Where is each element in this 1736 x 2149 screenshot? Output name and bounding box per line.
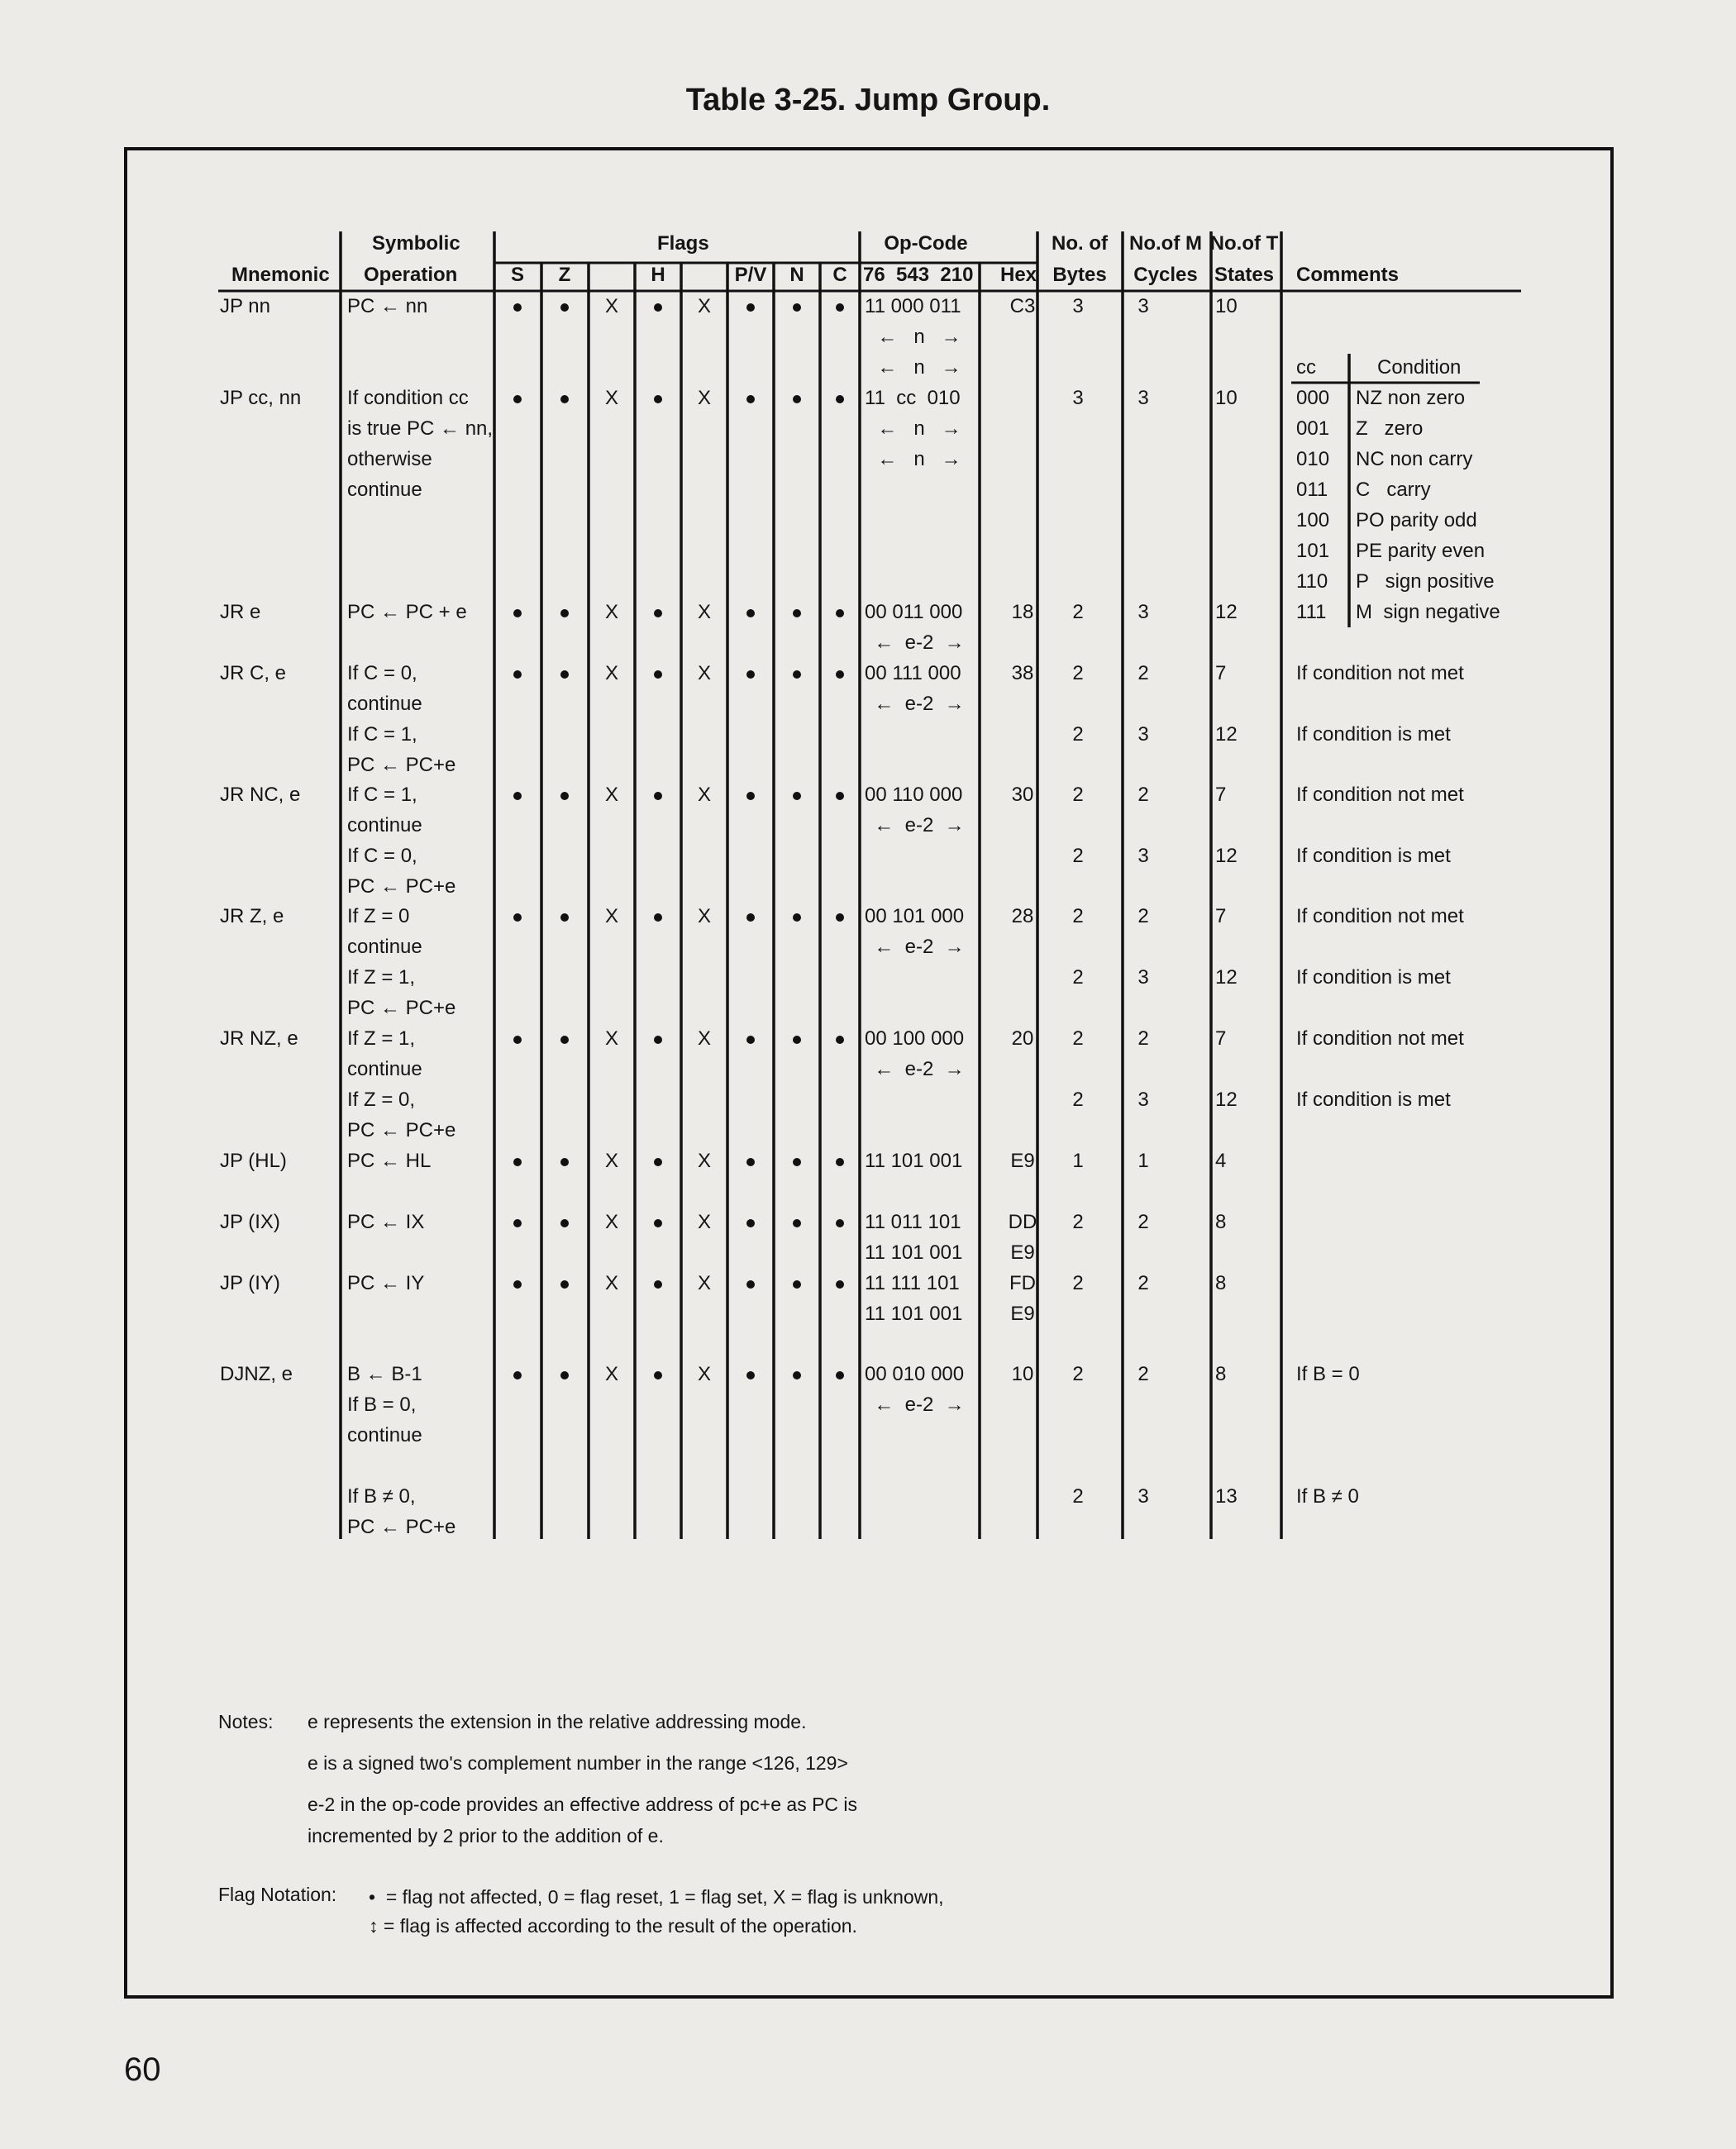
header-no-of-t: No.of T xyxy=(1209,232,1279,255)
comment-cell: If B ≠ 0 xyxy=(1296,1485,1359,1508)
flag-cell: X xyxy=(604,784,619,806)
m-cycles-cell: 2 xyxy=(1137,784,1149,806)
bytes-cell: 1 xyxy=(1072,1150,1084,1172)
opcode-cell: 00 100 000 xyxy=(865,1027,965,1050)
bytes-cell: 3 xyxy=(1072,387,1084,409)
flag-not-affected-dot xyxy=(654,1036,662,1044)
hex-cell: C3 xyxy=(1009,295,1036,317)
flag-cell: X xyxy=(697,662,712,684)
bytes-cell: 3 xyxy=(1072,295,1084,317)
cc-condition-cell: M sign negative xyxy=(1356,601,1500,623)
flag-not-affected-dot xyxy=(836,1219,844,1227)
flag-not-affected-dot xyxy=(513,1219,522,1227)
opcode-cell: 00 110 000 xyxy=(865,784,963,806)
header-bytes: Bytes xyxy=(1052,264,1107,286)
hex-cell: 10 xyxy=(1011,1363,1034,1385)
operation-cell: PC ← PC+e xyxy=(347,1516,456,1538)
comment-cell: If condition not met xyxy=(1296,662,1464,684)
cc-code-cell: 010 xyxy=(1296,448,1330,470)
hex-cell: DD xyxy=(1008,1211,1037,1233)
t-states-cell: 7 xyxy=(1215,662,1227,684)
operation-cell: If Z = 0, xyxy=(347,1089,416,1111)
flag-not-affected-dot xyxy=(654,1280,662,1289)
flag-not-affected-dot xyxy=(836,792,844,800)
t-states-cell: 10 xyxy=(1215,387,1238,409)
flag-not-affected-dot xyxy=(793,1280,801,1289)
flag-cell: X xyxy=(604,1363,619,1385)
flag-not-affected-dot xyxy=(513,303,522,312)
flag-cell: X xyxy=(697,784,712,806)
flag-cell: X xyxy=(697,1211,712,1233)
header-flag-n: N xyxy=(789,264,804,286)
flag-not-affected-dot xyxy=(654,303,662,312)
comment-cell: If B = 0 xyxy=(1296,1363,1360,1385)
operation-cell: continue xyxy=(347,1058,422,1080)
flag-not-affected-dot xyxy=(793,303,801,312)
operation-cell: continue xyxy=(347,936,422,958)
mnemonic-cell: JR NZ, e xyxy=(220,1027,298,1050)
flag-cell: X xyxy=(697,1363,712,1385)
flag-cell: X xyxy=(697,601,712,623)
header-no-of-m: No.of M xyxy=(1129,232,1202,255)
opcode-cell: 11 cc 010 xyxy=(865,387,961,409)
flag-notation-line: • = flag not affected, 0 = flag reset, 1 = flag set, X = flag is unknown, xyxy=(369,1886,944,1908)
flag-not-affected-dot xyxy=(746,1371,755,1379)
header-comments: Comments xyxy=(1296,264,1400,286)
hex-cell: E9 xyxy=(1010,1241,1035,1264)
flag-not-affected-dot xyxy=(793,670,801,679)
flag-not-affected-dot xyxy=(836,1036,844,1044)
bytes-cell: 2 xyxy=(1072,1485,1084,1508)
page-title: Table 3-25. Jump Group. xyxy=(685,83,1051,117)
t-states-cell: 12 xyxy=(1215,1089,1238,1111)
operation-cell: PC ← PC + e xyxy=(347,601,467,623)
mnemonic-cell: JP nn xyxy=(220,295,270,317)
flag-cell: X xyxy=(604,1150,619,1172)
operation-cell: PC ← nn xyxy=(347,295,428,317)
flag-not-affected-dot xyxy=(654,1371,662,1379)
flag-not-affected-dot xyxy=(746,792,755,800)
t-states-cell: 12 xyxy=(1215,966,1238,989)
m-cycles-cell: 3 xyxy=(1137,966,1149,989)
opcode-cell: 00 011 000 xyxy=(865,601,963,623)
flag-not-affected-dot xyxy=(836,1280,844,1289)
t-states-cell: 7 xyxy=(1215,905,1227,927)
flag-not-affected-dot xyxy=(560,609,569,617)
header-states: States xyxy=(1214,264,1275,286)
flag-not-affected-dot xyxy=(560,1280,569,1289)
m-cycles-cell: 2 xyxy=(1137,905,1149,927)
hex-cell: E9 xyxy=(1010,1150,1035,1172)
flag-cell: X xyxy=(604,1211,619,1233)
flag-not-affected-dot xyxy=(793,1219,801,1227)
cc-code-cell: 011 xyxy=(1296,479,1328,501)
cc-code-cell: 101 xyxy=(1296,540,1330,562)
flag-notation-line: ↕ = flag is affected according to the result of the operation. xyxy=(369,1915,857,1937)
flag-not-affected-dot xyxy=(654,1158,662,1166)
flag-not-affected-dot xyxy=(513,395,522,403)
cc-condition-cell: NC non carry xyxy=(1356,448,1473,470)
operation-cell: If B ≠ 0, xyxy=(347,1485,416,1508)
flag-not-affected-dot xyxy=(746,913,755,922)
hex-cell: E9 xyxy=(1010,1303,1035,1325)
flag-not-affected-dot xyxy=(836,670,844,679)
flag-not-affected-dot xyxy=(513,1036,522,1044)
condition-header: Condition xyxy=(1377,356,1462,379)
comment-cell: If condition not met xyxy=(1296,784,1464,806)
operation-cell: continue xyxy=(347,479,422,501)
flag-not-affected-dot xyxy=(654,670,662,679)
opcode-cell: ← e-2 → xyxy=(874,1058,965,1080)
operation-cell: If Z = 1, xyxy=(347,1027,416,1050)
flag-not-affected-dot xyxy=(513,1280,522,1289)
flag-not-affected-dot xyxy=(654,395,662,403)
flag-cell: X xyxy=(697,295,712,317)
flag-not-affected-dot xyxy=(836,303,844,312)
operation-cell: continue xyxy=(347,1424,422,1446)
mnemonic-cell: JR e xyxy=(220,601,261,623)
bytes-cell: 2 xyxy=(1072,662,1084,684)
m-cycles-cell: 3 xyxy=(1137,845,1149,867)
page-number: 60 xyxy=(124,2051,161,2088)
flag-not-affected-dot xyxy=(654,913,662,922)
flag-cell: X xyxy=(604,905,619,927)
flag-notation-label: Flag Notation: xyxy=(218,1884,337,1905)
t-states-cell: 4 xyxy=(1215,1150,1227,1172)
header-flag-pv: P/V xyxy=(734,264,767,286)
flag-not-affected-dot xyxy=(836,395,844,403)
notes-label: Notes: xyxy=(218,1711,274,1732)
t-states-cell: 8 xyxy=(1215,1211,1227,1233)
cc-condition-cell: PO parity odd xyxy=(1356,509,1477,531)
note-line: e-2 in the op-code provides an effective address of pc+e as PC is xyxy=(308,1794,858,1815)
flag-not-affected-dot xyxy=(513,1371,522,1379)
flag-cell: X xyxy=(697,387,712,409)
operation-cell: PC ← HL xyxy=(347,1150,432,1172)
cc-code-cell: 100 xyxy=(1296,509,1330,531)
opcode-cell: ← e-2 → xyxy=(874,814,965,836)
cc-condition-cell: Z zero xyxy=(1356,417,1424,440)
flag-not-affected-dot xyxy=(560,670,569,679)
flag-cell: X xyxy=(697,1272,712,1294)
t-states-cell: 8 xyxy=(1215,1272,1227,1294)
header-operation: Operation xyxy=(364,264,458,286)
flag-cell: X xyxy=(604,601,619,623)
note-line: e represents the extension in the relative addressing mode. xyxy=(308,1711,807,1732)
operation-cell: continue xyxy=(347,693,422,715)
flag-cell: X xyxy=(604,387,619,409)
comment-cell: If condition is met xyxy=(1296,1089,1451,1111)
mnemonic-cell: JR Z, e xyxy=(220,905,284,927)
comment-cell: If condition is met xyxy=(1296,723,1451,746)
opcode-cell: 00 101 000 xyxy=(865,905,965,927)
flag-not-affected-dot xyxy=(793,1036,801,1044)
mnemonic-cell: DJNZ, e xyxy=(220,1363,293,1385)
flag-not-affected-dot xyxy=(793,1158,801,1166)
opcode-cell: 00 010 000 xyxy=(865,1363,965,1385)
m-cycles-cell: 2 xyxy=(1137,1272,1149,1294)
t-states-cell: 8 xyxy=(1215,1363,1227,1385)
operation-cell: If B = 0, xyxy=(347,1394,417,1416)
flag-cell: X xyxy=(604,295,619,317)
operation-cell: PC ← PC+e xyxy=(347,997,456,1019)
opcode-cell: ← n → xyxy=(877,448,961,470)
flag-not-affected-dot xyxy=(560,1158,569,1166)
comment-cell: If condition is met xyxy=(1296,966,1451,989)
flag-not-affected-dot xyxy=(654,792,662,800)
cc-code-cell: 110 xyxy=(1296,570,1328,593)
opcode-cell: 11 101 001 xyxy=(865,1241,963,1264)
mnemonic-cell: JP (HL) xyxy=(220,1150,287,1172)
flag-not-affected-dot xyxy=(836,609,844,617)
comment-cell: If condition not met xyxy=(1296,905,1464,927)
bytes-cell: 2 xyxy=(1072,1272,1084,1294)
flag-not-affected-dot xyxy=(513,1158,522,1166)
opcode-cell: 11 101 001 xyxy=(865,1303,963,1325)
opcode-cell: ← e-2 → xyxy=(874,693,965,715)
flag-not-affected-dot xyxy=(560,303,569,312)
t-states-cell: 13 xyxy=(1215,1485,1238,1508)
hex-cell: 20 xyxy=(1011,1027,1034,1050)
header-opcode: Op-Code xyxy=(884,232,968,255)
flag-not-affected-dot xyxy=(746,1158,755,1166)
header-bits: 76 543 210 xyxy=(863,264,974,286)
header-flag-s: S xyxy=(510,264,525,286)
header-symbolic: Symbolic xyxy=(372,232,460,255)
flag-not-affected-dot xyxy=(513,792,522,800)
opcode-cell: ← e-2 → xyxy=(874,936,965,958)
hex-cell: 18 xyxy=(1011,601,1034,623)
m-cycles-cell: 2 xyxy=(1137,1211,1149,1233)
flag-not-affected-dot xyxy=(746,670,755,679)
opcode-cell: ← e-2 → xyxy=(874,1394,965,1416)
flag-not-affected-dot xyxy=(560,1036,569,1044)
t-states-cell: 7 xyxy=(1215,1027,1227,1050)
bytes-cell: 2 xyxy=(1072,1211,1084,1233)
operation-cell: If condition cc xyxy=(347,387,469,409)
bytes-cell: 2 xyxy=(1072,845,1084,867)
flag-not-affected-dot xyxy=(746,395,755,403)
flag-not-affected-dot xyxy=(513,609,522,617)
t-states-cell: 10 xyxy=(1215,295,1238,317)
flag-not-affected-dot xyxy=(836,913,844,922)
operation-cell: B ← B-1 xyxy=(347,1363,422,1385)
m-cycles-cell: 3 xyxy=(1137,723,1149,746)
operation-cell: If C = 1, xyxy=(347,784,417,806)
flag-cell: X xyxy=(697,905,712,927)
opcode-cell: ← n → xyxy=(877,326,961,348)
operation-cell: continue xyxy=(347,814,422,836)
comment-cell: If condition is met xyxy=(1296,845,1451,867)
header-mnemonic: Mnemonic xyxy=(231,264,330,286)
flag-cell: X xyxy=(604,662,619,684)
operation-cell: If Z = 1, xyxy=(347,966,416,989)
header-flags: Flags xyxy=(657,232,709,255)
cc-code-cell: 000 xyxy=(1296,387,1330,409)
operation-cell: PC ← PC+e xyxy=(347,1119,456,1141)
operation-cell: PC ← PC+e xyxy=(347,754,456,776)
bytes-cell: 2 xyxy=(1072,966,1084,989)
note-line: e is a signed two's complement number in the range <126, 129> xyxy=(308,1752,848,1774)
flag-not-affected-dot xyxy=(793,395,801,403)
flag-not-affected-dot xyxy=(746,1219,755,1227)
flag-not-affected-dot xyxy=(560,395,569,403)
m-cycles-cell: 2 xyxy=(1137,1363,1149,1385)
bytes-cell: 2 xyxy=(1072,1363,1084,1385)
operation-cell: If Z = 0 xyxy=(347,905,410,927)
flag-not-affected-dot xyxy=(513,913,522,922)
header-cycles: Cycles xyxy=(1133,264,1198,286)
header-flag-c: C xyxy=(832,264,847,286)
flag-not-affected-dot xyxy=(560,913,569,922)
header-hex: Hex xyxy=(999,264,1037,286)
mnemonic-cell: JR C, e xyxy=(220,662,287,684)
header-flag-h: H xyxy=(651,264,665,286)
bytes-cell: 2 xyxy=(1072,905,1084,927)
mnemonic-cell: JP (IX) xyxy=(220,1211,280,1233)
flag-cell: X xyxy=(697,1027,712,1050)
flag-not-affected-dot xyxy=(560,1371,569,1379)
flag-not-affected-dot xyxy=(836,1371,844,1379)
comment-cell: If condition not met xyxy=(1296,1027,1464,1050)
flag-cell: X xyxy=(604,1027,619,1050)
hex-cell: FD xyxy=(1009,1272,1036,1294)
mnemonic-cell: JR NC, e xyxy=(220,784,301,806)
t-states-cell: 12 xyxy=(1215,601,1238,623)
operation-cell: PC ← PC+e xyxy=(347,875,456,898)
t-states-cell: 7 xyxy=(1215,784,1227,806)
flag-not-affected-dot xyxy=(793,913,801,922)
cc-condition-cell: P sign positive xyxy=(1356,570,1495,593)
flag-not-affected-dot xyxy=(746,609,755,617)
flag-not-affected-dot xyxy=(654,609,662,617)
operation-cell: PC ← IY xyxy=(347,1272,425,1294)
cc-condition-cell: NZ non zero xyxy=(1356,387,1466,409)
m-cycles-cell: 3 xyxy=(1137,601,1149,623)
flag-not-affected-dot xyxy=(836,1158,844,1166)
cc-condition-cell: C carry xyxy=(1356,479,1431,501)
operation-cell: If C = 1, xyxy=(347,723,417,746)
opcode-cell: 11 011 101 xyxy=(865,1211,961,1233)
opcode-cell: ← e-2 → xyxy=(874,631,965,654)
bytes-cell: 2 xyxy=(1072,723,1084,746)
flag-not-affected-dot xyxy=(793,792,801,800)
t-states-cell: 12 xyxy=(1215,845,1238,867)
m-cycles-cell: 3 xyxy=(1137,387,1149,409)
bytes-cell: 2 xyxy=(1072,1089,1084,1111)
cc-condition-cell: PE parity even xyxy=(1356,540,1486,562)
bytes-cell: 2 xyxy=(1072,784,1084,806)
note-line: incremented by 2 prior to the addition of e. xyxy=(308,1825,664,1846)
flag-not-affected-dot xyxy=(746,1036,755,1044)
m-cycles-cell: 2 xyxy=(1137,662,1149,684)
flag-not-affected-dot xyxy=(746,1280,755,1289)
operation-cell: If C = 0, xyxy=(347,845,417,867)
flag-cell: X xyxy=(604,1272,619,1294)
t-states-cell: 12 xyxy=(1215,723,1238,746)
flag-not-affected-dot xyxy=(560,792,569,800)
m-cycles-cell: 1 xyxy=(1137,1150,1149,1172)
mnemonic-cell: JP (IY) xyxy=(220,1272,280,1294)
m-cycles-cell: 2 xyxy=(1137,1027,1149,1050)
cc-code-cell: 111 xyxy=(1296,601,1327,623)
bytes-cell: 2 xyxy=(1072,1027,1084,1050)
flag-not-affected-dot xyxy=(654,1219,662,1227)
opcode-cell: 11 000 011 xyxy=(865,295,961,317)
flag-cell: X xyxy=(697,1150,712,1172)
cc-code-cell: 001 xyxy=(1296,417,1330,440)
header-flag-z: Z xyxy=(558,264,571,286)
opcode-cell: ← n → xyxy=(877,417,961,440)
flag-not-affected-dot xyxy=(560,1219,569,1227)
opcode-cell: 11 101 001 xyxy=(865,1150,963,1172)
opcode-cell: ← n → xyxy=(877,356,961,379)
hex-cell: 30 xyxy=(1011,784,1034,806)
m-cycles-cell: 3 xyxy=(1137,1089,1149,1111)
hex-cell: 28 xyxy=(1011,905,1034,927)
operation-cell: PC ← IX xyxy=(347,1211,425,1233)
operation-cell: is true PC ← nn, xyxy=(347,417,494,440)
operation-cell: If C = 0, xyxy=(347,662,417,684)
opcode-cell: 11 111 101 xyxy=(865,1272,960,1294)
bytes-cell: 2 xyxy=(1072,601,1084,623)
flag-not-affected-dot xyxy=(513,670,522,679)
mnemonic-cell: JP cc, nn xyxy=(220,387,302,409)
cc-header: cc xyxy=(1296,356,1316,379)
opcode-cell: 00 111 000 xyxy=(865,662,961,684)
header-no-of: No. of xyxy=(1052,232,1108,255)
m-cycles-cell: 3 xyxy=(1137,1485,1149,1508)
hex-cell: 38 xyxy=(1011,662,1034,684)
operation-cell: otherwise xyxy=(347,448,432,470)
flag-not-affected-dot xyxy=(746,303,755,312)
m-cycles-cell: 3 xyxy=(1137,295,1149,317)
flag-not-affected-dot xyxy=(793,609,801,617)
flag-not-affected-dot xyxy=(793,1371,801,1379)
